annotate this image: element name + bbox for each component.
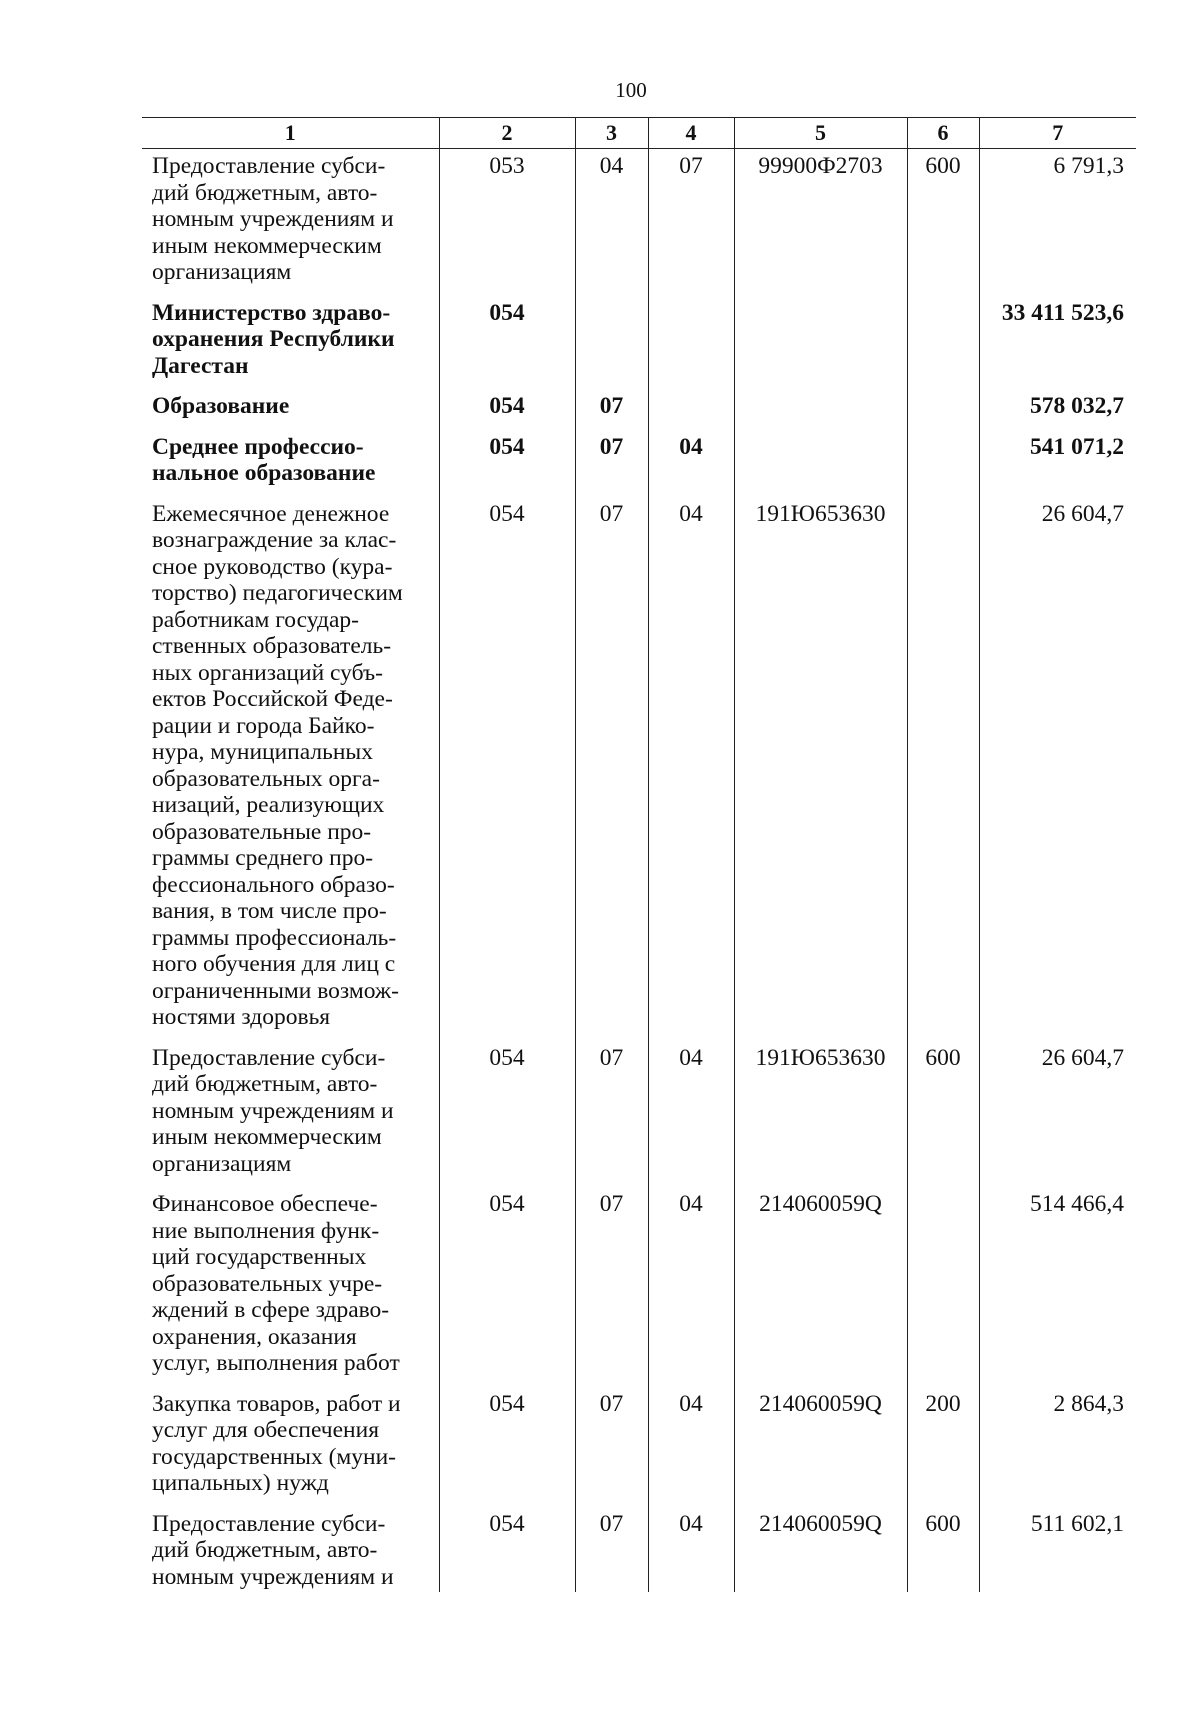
row-expense-type: 600	[907, 1041, 979, 1188]
row-ved-code: 054	[439, 430, 575, 497]
table-row	[142, 1041, 1136, 1188]
row-subsection: 04	[648, 1507, 734, 1593]
row-amount: 541 071,2	[979, 430, 1136, 497]
row-subsection: 04	[648, 497, 734, 1041]
row-target-article: 191Ю653630	[734, 497, 907, 1041]
column-header-2: 2	[439, 118, 575, 149]
header-row	[142, 118, 1136, 149]
row-subsection	[648, 296, 734, 390]
row-section: 07	[575, 389, 648, 430]
column-header-3: 3	[575, 118, 648, 149]
row-amount: 33 411 523,6	[979, 296, 1136, 390]
row-expense-type	[907, 497, 979, 1041]
table-row	[142, 296, 1136, 390]
table-row	[142, 497, 1136, 1041]
table-row	[142, 430, 1136, 497]
row-name: Финансовое обеспече- ние выполнения функ- ций государственных образовательных учре- ждений в сфере здраво- охранения, оказания услуг, выполнения работ	[142, 1187, 439, 1387]
row-name: Предоставление субси- дий бюджетным, авто- номным учреждениям и	[142, 1507, 439, 1593]
row-expense-type	[907, 1187, 979, 1387]
row-ved-code: 054	[439, 296, 575, 390]
column-header-1: 1	[142, 118, 439, 149]
row-target-article: 99900Ф2703	[734, 149, 907, 296]
row-amount: 511 602,1	[979, 1507, 1136, 1593]
column-header-7: 7	[979, 118, 1136, 149]
row-name: Министерство здраво- охранения Республики Дагестан	[142, 296, 439, 390]
row-section: 04	[575, 149, 648, 296]
table-row	[142, 1387, 1136, 1507]
row-amount: 578 032,7	[979, 389, 1136, 430]
row-section: 07	[575, 430, 648, 497]
table-row	[142, 1507, 1136, 1593]
row-ved-code: 053	[439, 149, 575, 296]
row-expense-type: 600	[907, 149, 979, 296]
budget-table	[142, 117, 1136, 1592]
table-body	[142, 149, 1136, 1593]
row-subsection: 07	[648, 149, 734, 296]
row-expense-type	[907, 296, 979, 390]
row-ved-code: 054	[439, 1507, 575, 1593]
row-subsection: 04	[648, 1387, 734, 1507]
row-ved-code: 054	[439, 497, 575, 1041]
row-expense-type	[907, 430, 979, 497]
row-amount: 26 604,7	[979, 1041, 1136, 1188]
row-target-article	[734, 389, 907, 430]
row-name: Закупка товаров, работ и услуг для обеспечения государственных (муни- ципальных) нужд	[142, 1387, 439, 1507]
table-row	[142, 149, 1136, 296]
row-name: Предоставление субси- дий бюджетным, авто- номным учреждениям и иным некоммерческим организациям	[142, 149, 439, 296]
row-subsection: 04	[648, 1187, 734, 1387]
row-ved-code: 054	[439, 1387, 575, 1507]
row-ved-code: 054	[439, 1187, 575, 1387]
row-name: Ежемесячное денежное вознаграждение за клас- сное руководство (кура- торство) педагогическим работникам государ- ственных образователь- ных организаций субъ- ектов Российской Феде- рации и города Байко- нура, муниципальных образовательных орга- низаций, реализующих образовательные про- граммы среднего про- фессионального образо- вания, в том числе про- граммы профессиональ- ного обучения для лиц с ограниченными возмож- ностями здоровья	[142, 497, 439, 1041]
row-name: Образование	[142, 389, 439, 430]
row-target-article: 214060059Q	[734, 1387, 907, 1507]
table-row	[142, 1187, 1136, 1387]
row-amount: 6 791,3	[979, 149, 1136, 296]
row-section: 07	[575, 1387, 648, 1507]
column-header-4: 4	[648, 118, 734, 149]
table-row	[142, 389, 1136, 430]
row-section: 07	[575, 1187, 648, 1387]
column-header-6: 6	[907, 118, 979, 149]
row-expense-type: 600	[907, 1507, 979, 1593]
page-number: 100	[615, 78, 647, 102]
row-expense-type: 200	[907, 1387, 979, 1507]
column-header-5: 5	[734, 118, 907, 149]
row-subsection	[648, 389, 734, 430]
row-target-article: 214060059Q	[734, 1507, 907, 1593]
row-target-article: 214060059Q	[734, 1187, 907, 1387]
row-section: 07	[575, 1041, 648, 1188]
row-subsection: 04	[648, 1041, 734, 1188]
row-section	[575, 296, 648, 390]
row-amount: 26 604,7	[979, 497, 1136, 1041]
row-target-article	[734, 430, 907, 497]
row-target-article	[734, 296, 907, 390]
row-section: 07	[575, 497, 648, 1041]
row-amount: 514 466,4	[979, 1187, 1136, 1387]
row-ved-code: 054	[439, 389, 575, 430]
row-target-article: 191Ю653630	[734, 1041, 907, 1188]
row-section: 07	[575, 1507, 648, 1593]
row-expense-type	[907, 389, 979, 430]
row-name: Предоставление субси- дий бюджетным, авто- номным учреждениям и иным некоммерческим организациям	[142, 1041, 439, 1188]
row-name: Среднее профессио- нальное образование	[142, 430, 439, 497]
row-subsection: 04	[648, 430, 734, 497]
row-amount: 2 864,3	[979, 1387, 1136, 1507]
row-ved-code: 054	[439, 1041, 575, 1188]
